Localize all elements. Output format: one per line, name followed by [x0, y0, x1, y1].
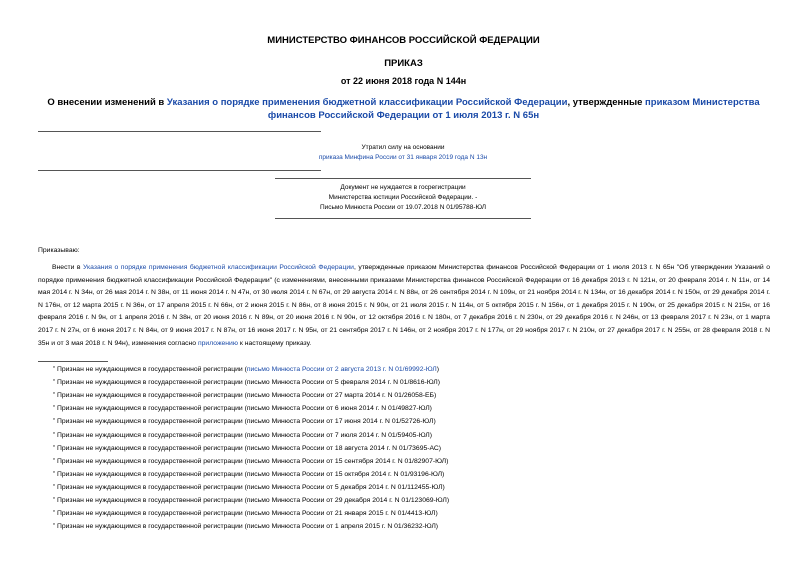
doc-type-heading: ПРИКАЗ [384, 58, 423, 69]
registration-note [275, 183, 531, 213]
footnote-tail: ) [436, 366, 440, 373]
date-number: от 22 июня 2018 года N 144н [340, 76, 467, 86]
footnote-text: Признан не нуждающимся в государственной регистрации (письмо Минюста России от 7 июля 2014 г. N 01/59405-ЮЛ) [56, 431, 433, 439]
title-link-order[interactable]: приказом Министерства финансов Российской Федерации от 1 июля 2013 г. N 65н [267, 97, 760, 121]
status-note-link[interactable]: приказа Минфина России от 31 января 2019 года N 13н [318, 154, 488, 161]
status-note-text: Утратил силу на основании [361, 144, 445, 151]
footnote-marker: * [53, 431, 55, 438]
ministry-heading: МИНИСТЕРСТВО ФИНАНСОВ РОССИЙСКОЙ ФЕДЕРАЦИИ [267, 35, 540, 46]
registration-line-1: Документ не нуждается в госрегистрации [340, 184, 466, 191]
footnote-marker: * [53, 523, 55, 530]
footnote-marker: * [53, 366, 55, 372]
registration-line-2: Министерства юстиции Российской Федерации. - [328, 194, 478, 201]
footnote-text: Признан не нуждающимся в государственной регистрации ( [56, 366, 247, 373]
footnote-item [53, 366, 439, 373]
footnote-text: Признан не нуждающимся в государственной регистрации (письмо Минюста России от 1 апреля 2015 г. N 01/36232-ЮЛ) [56, 523, 439, 531]
footnote-marker: * [53, 457, 55, 464]
footnote-item [53, 471, 444, 478]
footnote-divider [38, 361, 108, 362]
footnote-item [53, 523, 438, 530]
footnote-item [53, 510, 438, 517]
paragraph-end: к настоящему приказу. [237, 339, 312, 347]
footnote-marker: * [53, 418, 55, 425]
footnote-item [53, 445, 441, 452]
footnote-marker: * [53, 444, 55, 451]
paragraph-link-instructions[interactable]: Указания о порядке применения бюджетной классификации Российской Федерации [83, 264, 354, 271]
status-note [275, 143, 531, 163]
footnote-text: Признан не нуждающимся в государственной регистрации (письмо Минюста России от 27 марта 2014 г. N 01/26058-ЕБ) [56, 392, 437, 400]
footnote-marker: * [53, 405, 55, 412]
footnote-item [53, 379, 440, 386]
footnote-text: Признан не нуждающимся в государственной регистрации (письмо Минюста России от 29 декабря 2014 г. N 01/123069-ЮЛ) [56, 497, 450, 504]
divider-top [38, 131, 321, 132]
footnote-item [53, 497, 449, 504]
title-middle: , утвержденные [567, 97, 646, 108]
footnote-item [53, 405, 432, 412]
footnote-text: Признан не нуждающимся в государственной регистрации (письмо Минюста России от 18 августа 2014 г. N 01/73695-АС) [56, 444, 442, 452]
title-link-instructions[interactable]: Указания о порядке применения бюджетной классификации Российской Федерации [166, 97, 568, 108]
footnote-text: Признан не нуждающимся в государственной регистрации (письмо Минюста России от 15 октября 2014 г. N 01/93196-ЮЛ) [56, 470, 445, 478]
footnote-item [53, 432, 432, 439]
order-word: Приказываю: [38, 247, 80, 254]
footnote-text: Признан не нуждающимся в государственной регистрации (письмо Минюста России от 6 июня 2014 г. N 01/49827-ЮЛ) [56, 405, 432, 413]
footnote-text: Признан не нуждающимся в государственной регистрации (письмо Минюста России от 15 сентября 2014 г. N 01/82907-ЮЛ) [56, 457, 449, 465]
footnote-item [53, 458, 448, 465]
main-paragraph [38, 262, 770, 350]
footnote-text: Признан не нуждающимся в государственной регистрации (письмо Минюста России от 5 февраля 2014 г. N 01/8616-ЮЛ) [56, 379, 441, 387]
footnote-item [53, 392, 436, 399]
footnote-text: Признан не нуждающимся в государственной регистрации (письмо Минюста России от 17 июня 2014 г. N 01/52726-ЮЛ) [56, 418, 436, 426]
footnote-marker: * [53, 392, 55, 399]
footnote-marker: * [53, 470, 55, 477]
divider-mid [38, 170, 321, 171]
footnote-item [53, 484, 445, 491]
footnote-link[interactable]: письмо Минюста России от 2 августа 2013 г. N 01/69992-ЮЛ [246, 366, 437, 373]
divider-note-bottom [275, 218, 531, 219]
footnote-marker: * [53, 497, 55, 503]
registration-line-3: Письмо Минюста России от 19.07.2018 N 01/95788-ЮЛ [319, 204, 487, 211]
title-prefix: О внесении изменений в [47, 97, 167, 108]
divider-note-top [275, 178, 531, 179]
paragraph-middle: , утвержденные приказом Министерства финансов Российской Федерации от 1 июля 2013 г. N 65н "Об утверждении Указаний о порядке применения бюджетной классификации Российской Федерации" (с изменениями, внесенными приказами Министерства финансов Российской Федерации от 16 декабря 2013 г. N 121н, от 20 февраля 2014 г. N 11н, от 14 мая 2014 г. N 34н, от 26 мая 2014 г. N 38н, от 11 июня 2014 г. N 47н, от 30 июля 2014 г. N 67н, от 29 августа 2014 г. N 88н, от 26 сентября 2014 г. N 109н, от 21 ноября 2014 г. N 134н, от 16 декабря 2014 г. N 150н, от 29 декабря 2014 г. N 176н, от 12 марта 2015 г. N 36н, от 17 апреля 2015 г. N 66н, от 2 июня 2015 г. N 86н, от 8 июня 2015 г. N 90н, от 21 июля 2015 г. N 114н, от 5 октября 2015 г. N 156н, от 1 декабря 2015 г. N 190н, от 25 декабря 2015 г. N 215н, от 16 февраля 2016 г. N 9н, от 1 апреля 2016 г. N 38н, от 20 июня 2016 г. N 89н, от 20 июня 2016 г. N 90н, от 12 октября 2016 г. N 180н, от 7 декабря 2016 г. N 230н, от 29 декабря 2016 г. N 246н, от 13 февраля 2017 г. N 23н, от 1 марта 2017 г. N 27н, от 6 июня 2017 г. N 84н, от 9 июня 2017 г. N 87н, от 16 июня 2017 г. N 95н, от 21 сентября 2017 г. N 146н, от 2 ноября 2017 г. N 177н, от 29 ноября 2017 г. N 210н, от 27 декабря 2017 г. N 255н, от 28 февраля 2018 г. N 35н и от 3 мая 2018 г. N 94н), изменения согласно [38, 264, 770, 347]
page-title [30, 96, 777, 122]
footnote-marker: * [53, 510, 55, 517]
footnote-marker: * [53, 483, 55, 490]
footnote-item [53, 418, 436, 425]
footnote-text: Признан не нуждающимся в государственной регистрации (письмо Минюста России от 5 декабря 2014 г. N 01/112455-ЮЛ) [56, 483, 445, 491]
footnote-marker: * [53, 379, 55, 386]
paragraph-link-appendix[interactable]: приложению [197, 339, 238, 347]
footnote-text: Признан не нуждающимся в государственной регистрации (письмо Минюста России от 21 января 2015 г. N 01/4413-ЮЛ) [56, 510, 438, 518]
paragraph-start: Внести в [52, 264, 83, 271]
